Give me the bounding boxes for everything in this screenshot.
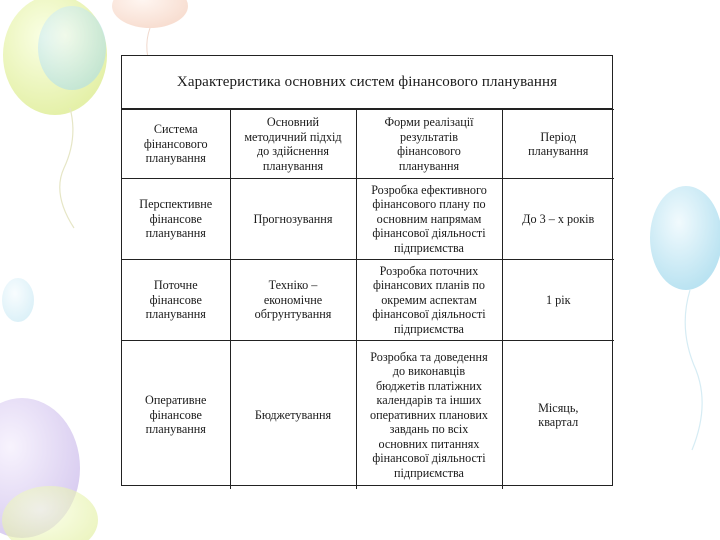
table-cell: Розробка поточних фінансових планів по окремим аспектам фінансової діяльності підприємства [356,260,502,341]
table-cell: Бюджетування [230,341,356,490]
table-title: Характеристика основних систем фінансового планування [122,56,612,109]
table-row [122,179,614,260]
table-cell: Розробка ефективного фінансового плану по основним напрямам фінансової діяльності підприємства [356,179,502,260]
table-cell: Місяць, квартал [502,341,614,490]
header-cell: Система фінансового планування [122,110,230,179]
table-cell: 1 рік [502,260,614,341]
table-card [121,55,613,486]
table-cell: Розробка та доведення до виконавців бюджетів платіжних календарів та інших оперативних планових завдань по всіх основних питаннях фінансової діяльності підприємства [356,341,502,490]
table-cell: До 3 – х років [502,179,614,260]
header-cell: Форми реалізації результатів фінансового планування [356,110,502,179]
table-cell: Прогнозування [230,179,356,260]
table-cell: Поточне фінансове планування [122,260,230,341]
table-header-row [122,110,614,179]
header-cell: Основний методичний підхід до здійснення планування [230,110,356,179]
table-cell: Техніко – економічне обгрунтування [230,260,356,341]
balloon-blue-left [2,278,34,322]
planning-systems-table [122,109,614,489]
table-cell: Перспективне фінансове планування [122,179,230,260]
header-cell: Період планування [502,110,614,179]
table-cell: Оперативне фінансове планування [122,341,230,490]
balloon-blue-right [650,186,720,290]
table-row [122,341,614,490]
balloon-blue-top [38,6,106,90]
table-row [122,260,614,341]
balloon-peach-top [112,0,188,28]
